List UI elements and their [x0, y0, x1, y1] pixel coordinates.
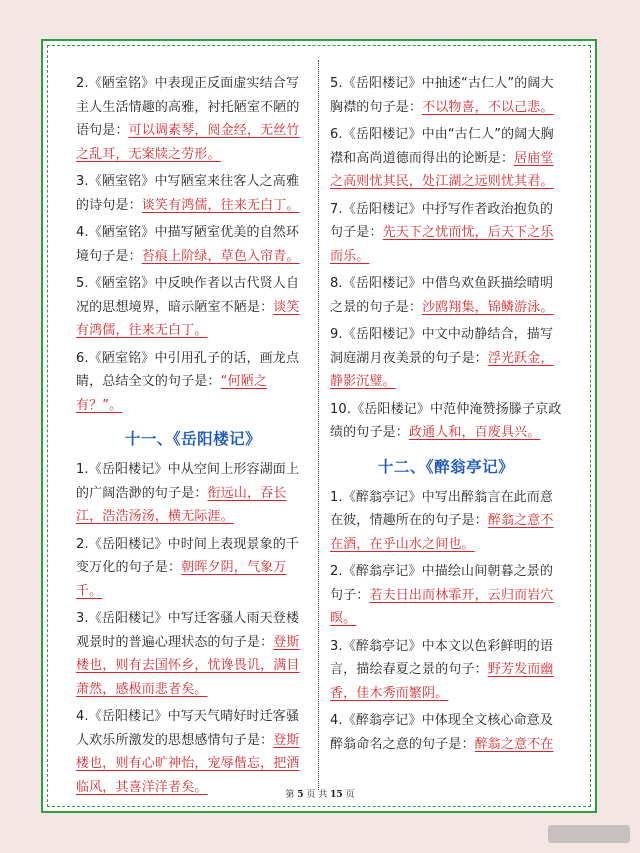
right-column [330, 72, 562, 760]
answer-text: 可以调素琴，阅金经，无丝竹之乱耳，无案牍之劳形。 [76, 123, 300, 162]
question-text: 2.《醉翁亭记》中描绘山间朝暮之景的句子： [330, 564, 554, 603]
section-heading-zuiwengting: 十二、《醉翁亭记》 [377, 457, 515, 476]
question-text: 3.《岳阳楼记》中写迁客骚人雨天登楼观景时的普遍心理状态的句子是： [76, 611, 300, 650]
answer-text: 朝晖夕阴，气象万千。 [76, 560, 287, 599]
section-heading-yueyanglou: 十一、《岳阳楼记》 [124, 430, 262, 448]
list-item [330, 72, 562, 119]
answer-text: “何陋之有？”。 [76, 374, 267, 413]
question-text: 2.《陋室铭》中表现正反面虚实结合写主人生活情趣的高雅，衬托陋室不陋的语句是： [76, 76, 300, 138]
answer-text: 居庙堂之高则忧其民，处江湖之远则忧其君。 [330, 150, 554, 189]
question-text: 9.《岳阳楼记》中文中动静结合，描写洞庭湖月夜美景的句子是： [330, 327, 554, 366]
list-item [76, 170, 310, 217]
list-item [330, 198, 562, 269]
page-number: 5 [297, 790, 304, 800]
question-text: 5.《岳阳楼记》中抽述“古仁人”的阔大胸襟的句子是： [330, 76, 554, 115]
list-item [76, 458, 310, 529]
question-text: 4.《醉翁亭记》中体现全文核心命意及醉翁命名之意的句子是： [330, 713, 554, 752]
list-item [76, 705, 310, 799]
question-text: 3.《醉翁亭记》中本文以色彩鲜明的语言，描绘春夏之景的句子： [330, 638, 554, 677]
answer-text: 谈笑有鸿儒，往来无白丁。 [141, 197, 300, 213]
question-text: 3.《陋室铭》中写陋室来往客人之高雅的诗句是： [76, 174, 300, 213]
answer-text: 衔远山，吞长江，浩浩汤汤，横无际涯。 [76, 485, 287, 524]
left-items-2 [76, 458, 310, 799]
question-text: 8.《岳阳楼记》中借鸟欢鱼跃描绘晴明之景的句子是： [330, 276, 554, 315]
right-items-2 [330, 486, 562, 757]
list-item [76, 272, 310, 343]
question-text: 5.《陋室铭》中反映作者以古代贤人自况的思想境界，暗示陋室不陋是： [76, 276, 300, 315]
answer-text: 登斯楼也，则有心旷神怡，宠辱偕忘，把酒临风，其喜洋洋者矣。 [76, 732, 300, 795]
list-item [76, 72, 310, 166]
footer-suffix: 页 [345, 790, 355, 800]
footer-middle: 页 共 [306, 790, 328, 800]
list-item [76, 347, 310, 418]
column-divider [318, 60, 319, 790]
answer-text: 沙鸥翔集，锦鳞游泳。 [422, 299, 554, 315]
left-column [76, 72, 310, 803]
answer-text: 若夫日出而林霏开，云归而岩穴暝。 [330, 587, 554, 626]
answer-text: 醉翁之意不在酒，在乎山水之间也。 [330, 513, 554, 552]
list-item [330, 398, 562, 445]
question-text: 10.《岳阳楼记》中范仲淹赞扬滕子京政绩的句子是： [330, 401, 562, 440]
answer-text: 醉翁之意不在 [474, 736, 554, 752]
right-items-1 [330, 72, 562, 445]
list-item [330, 560, 562, 631]
question-text: 6.《陋室铭》中引用孔子的话，画龙点睛，总结全文的句子是： [76, 350, 300, 389]
question-text: 4.《陋室铭》中描写陋室优美的自然环境句子是： [76, 225, 300, 264]
list-item [76, 221, 310, 268]
answer-text: 政通人和，百废具兴。 [408, 425, 541, 440]
question-text: 4.《岳阳楼记》中写天气晴好时迁客骚人欢乐所激发的思想感情句子是： [76, 709, 300, 748]
footer-prefix: 第 [285, 790, 295, 800]
list-item [330, 123, 562, 194]
question-text: 7.《岳阳楼记》中抒写作者政治抱负的句子是： [330, 201, 554, 240]
question-text: 6.《岳阳楼记》中由“古仁人”的阔大胸襟和高尚道德而得出的论断是： [330, 127, 554, 166]
question-text: 1.《岳阳楼记》中从空间上形容湖面上的广阔浩渺的句子是： [76, 462, 300, 501]
page-footer [0, 787, 640, 800]
list-item [330, 272, 562, 319]
answer-text: 野芳发而幽香，佳木秀而繁阴。 [330, 662, 554, 701]
answer-text: 谈笑有鸿儒，往来无白丁。 [76, 299, 300, 338]
answer-text: 不以物喜，不以己悲。 [422, 99, 554, 115]
list-item [330, 709, 562, 756]
answer-text: 浮光跃金，静影沉璧。 [330, 350, 554, 389]
list-item [76, 607, 310, 701]
list-item [76, 533, 310, 604]
list-item [330, 635, 562, 706]
left-items-1 [76, 72, 310, 417]
question-text: 2.《岳阳楼记》中时间上表现景象的千变万化的句子是： [76, 536, 300, 575]
page-total: 15 [330, 790, 343, 800]
answer-text: 登斯楼也，则有去国怀乡，忧谗畏讥，满目萧然，感极而悲者矣。 [76, 634, 300, 697]
answer-text: 苔痕上阶绿，草色入帘青。 [141, 248, 300, 264]
question-text: 1.《醉翁亭记》中写出醉翁言在此而意在彼，情趣所在的句子是： [330, 489, 554, 528]
watermark [548, 825, 630, 843]
answer-text: 先天下之忧而忧，后天下之乐而乐。 [330, 225, 554, 264]
list-item [330, 323, 562, 394]
list-item [330, 486, 562, 557]
